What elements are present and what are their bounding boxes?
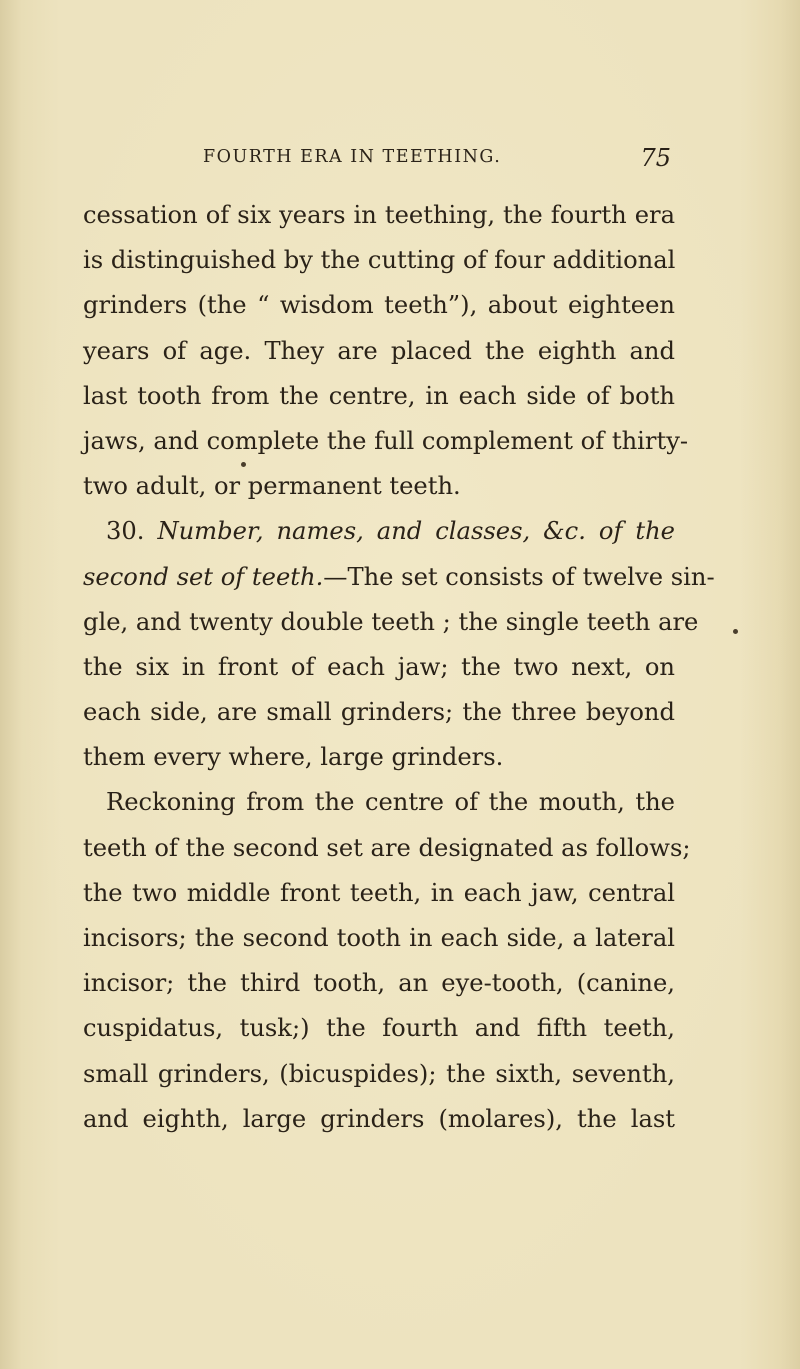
text-line: cessation of six years in teething, the fourth era xyxy=(83,201,675,229)
text-line: last tooth from the centre, in each side of both xyxy=(83,381,675,410)
text-line: gle, and twenty double teeth ; the single teeth are xyxy=(83,607,699,636)
text-line: is distinguished by the cutting of four additional xyxy=(83,246,676,275)
text-line: each side, are small grinders; the three beyond xyxy=(83,698,675,727)
text-line: incisor; the third tooth, an eye-tooth, (canine, xyxy=(83,969,675,998)
body-text xyxy=(83,193,715,1142)
text-line: them every where, large grinders. xyxy=(83,743,504,772)
text-line: the two middle front teeth, in each jaw, central xyxy=(83,878,675,907)
text-line: years of age. They are placed the eighth and xyxy=(83,336,675,365)
text-line xyxy=(83,555,715,600)
ink-speck xyxy=(241,462,246,467)
section-number: 30. xyxy=(106,517,145,546)
page-header xyxy=(203,144,671,174)
page-number: 75 xyxy=(640,144,671,172)
text-line: small grinders, (bicuspides); the sixth, seventh, xyxy=(83,1059,675,1088)
section-30-heading-line xyxy=(83,509,675,554)
ink-speck xyxy=(733,629,738,634)
running-head: FOURTH ERA IN TEETHING. xyxy=(203,147,502,167)
text-line: cuspidatus, tusk;) the fourth and fifth teeth, xyxy=(83,1014,675,1043)
text-line: teeth of the second set are designated as follows; xyxy=(83,833,691,862)
text-line: jaws, and complete the full complement of thirty- xyxy=(83,426,689,455)
section-text: —The set consists of twelve sin- xyxy=(323,562,715,591)
section-heading-continued: second set of teeth. xyxy=(83,562,324,591)
section-heading: Number, names, and classes, &c. of the xyxy=(157,517,675,546)
text-line: grinders (the “ wisdom teeth”), about eighteen xyxy=(83,291,675,320)
text-line: the six in front of each jaw; the two next, on xyxy=(83,652,675,681)
text-line: and eighth, large grinders (molares), the last xyxy=(83,1104,675,1133)
text-line: Reckoning from the centre of the mouth, the xyxy=(106,788,675,817)
text-line: incisors; the second tooth in each side, a lateral xyxy=(83,924,675,952)
text-line: two adult, or permanent teeth. xyxy=(83,472,461,501)
